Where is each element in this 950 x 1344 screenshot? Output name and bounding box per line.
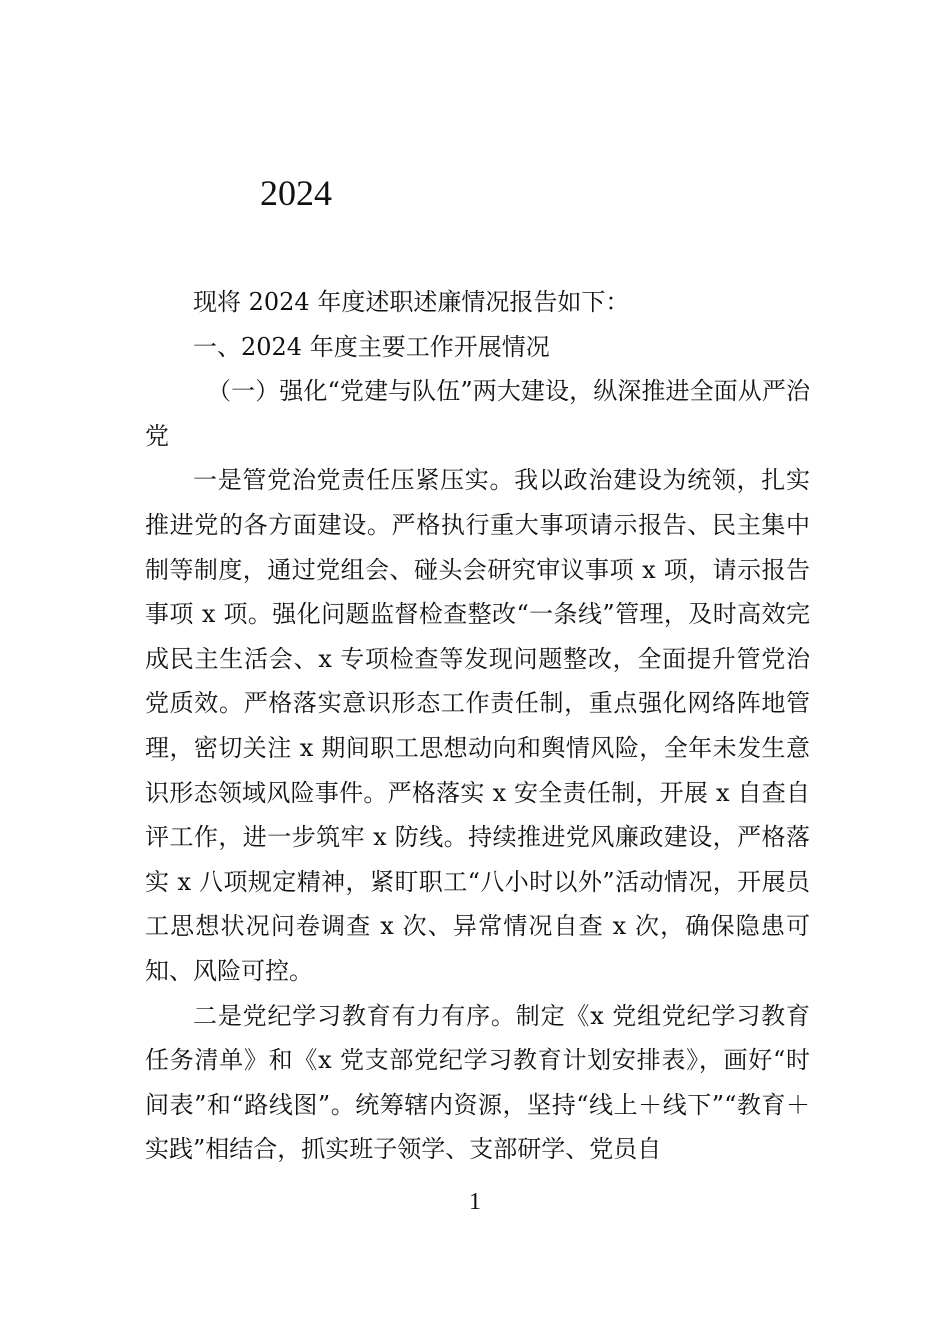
subsection-heading: （一）强化“党建与队伍”两大建设，纵深推进全面从严治党 [145,377,810,450]
document-body [145,280,810,1172]
body-paragraph: 二是党纪学习教育有力有序。制定《x 党组党纪学习教育任务清单》和《x 党支部党纪学习教育计划安排表》，画好“时间表”和“路线图”。统筹辖内资源，坚持“线上＋线下”“教育＋实践”相结合，抓实班子领学、支部研学、党员自 [145,1001,810,1164]
intro-paragraph: 现将 2024 年度述职述廉情况报告如下： [193,288,630,316]
section-heading: 一、2024 年度主要工作开展情况 [193,332,550,361]
page-title: 2024 [260,173,332,213]
page-number: 1 [469,1189,481,1215]
body-paragraph: 一是管党治党责任压紧压实。我以政治建设为统领，扎实推进党的各方面建设。严格执行重大事项请示报告、民主集中制等制度，通过党组会、碰头会研究审议事项 x 项，请示报告事项 x 项。强化问题监督检查整改“一条线”管理，及时高效完成民主生活会、x 专项检查等发现问题整改，全面提升管党治党质效。严格落实意识形态工作责任制，重点强化网络阵地管理，密切关注 x 期间职工思想动向和舆情风险，全年未发生意识形态领域风险事件。严格落实 x 安全责任制，开展 x 自查自评工作，进一步筑牢 x 防线。持续推进党风廉政建设，严格落实 x 八项规定精神，紧盯职工“八小时以外”活动情况，开展员工思想状况问卷调查 x 次、异常情况自查 x 次，确保隐患可知、风险可控。 [145,466,810,985]
